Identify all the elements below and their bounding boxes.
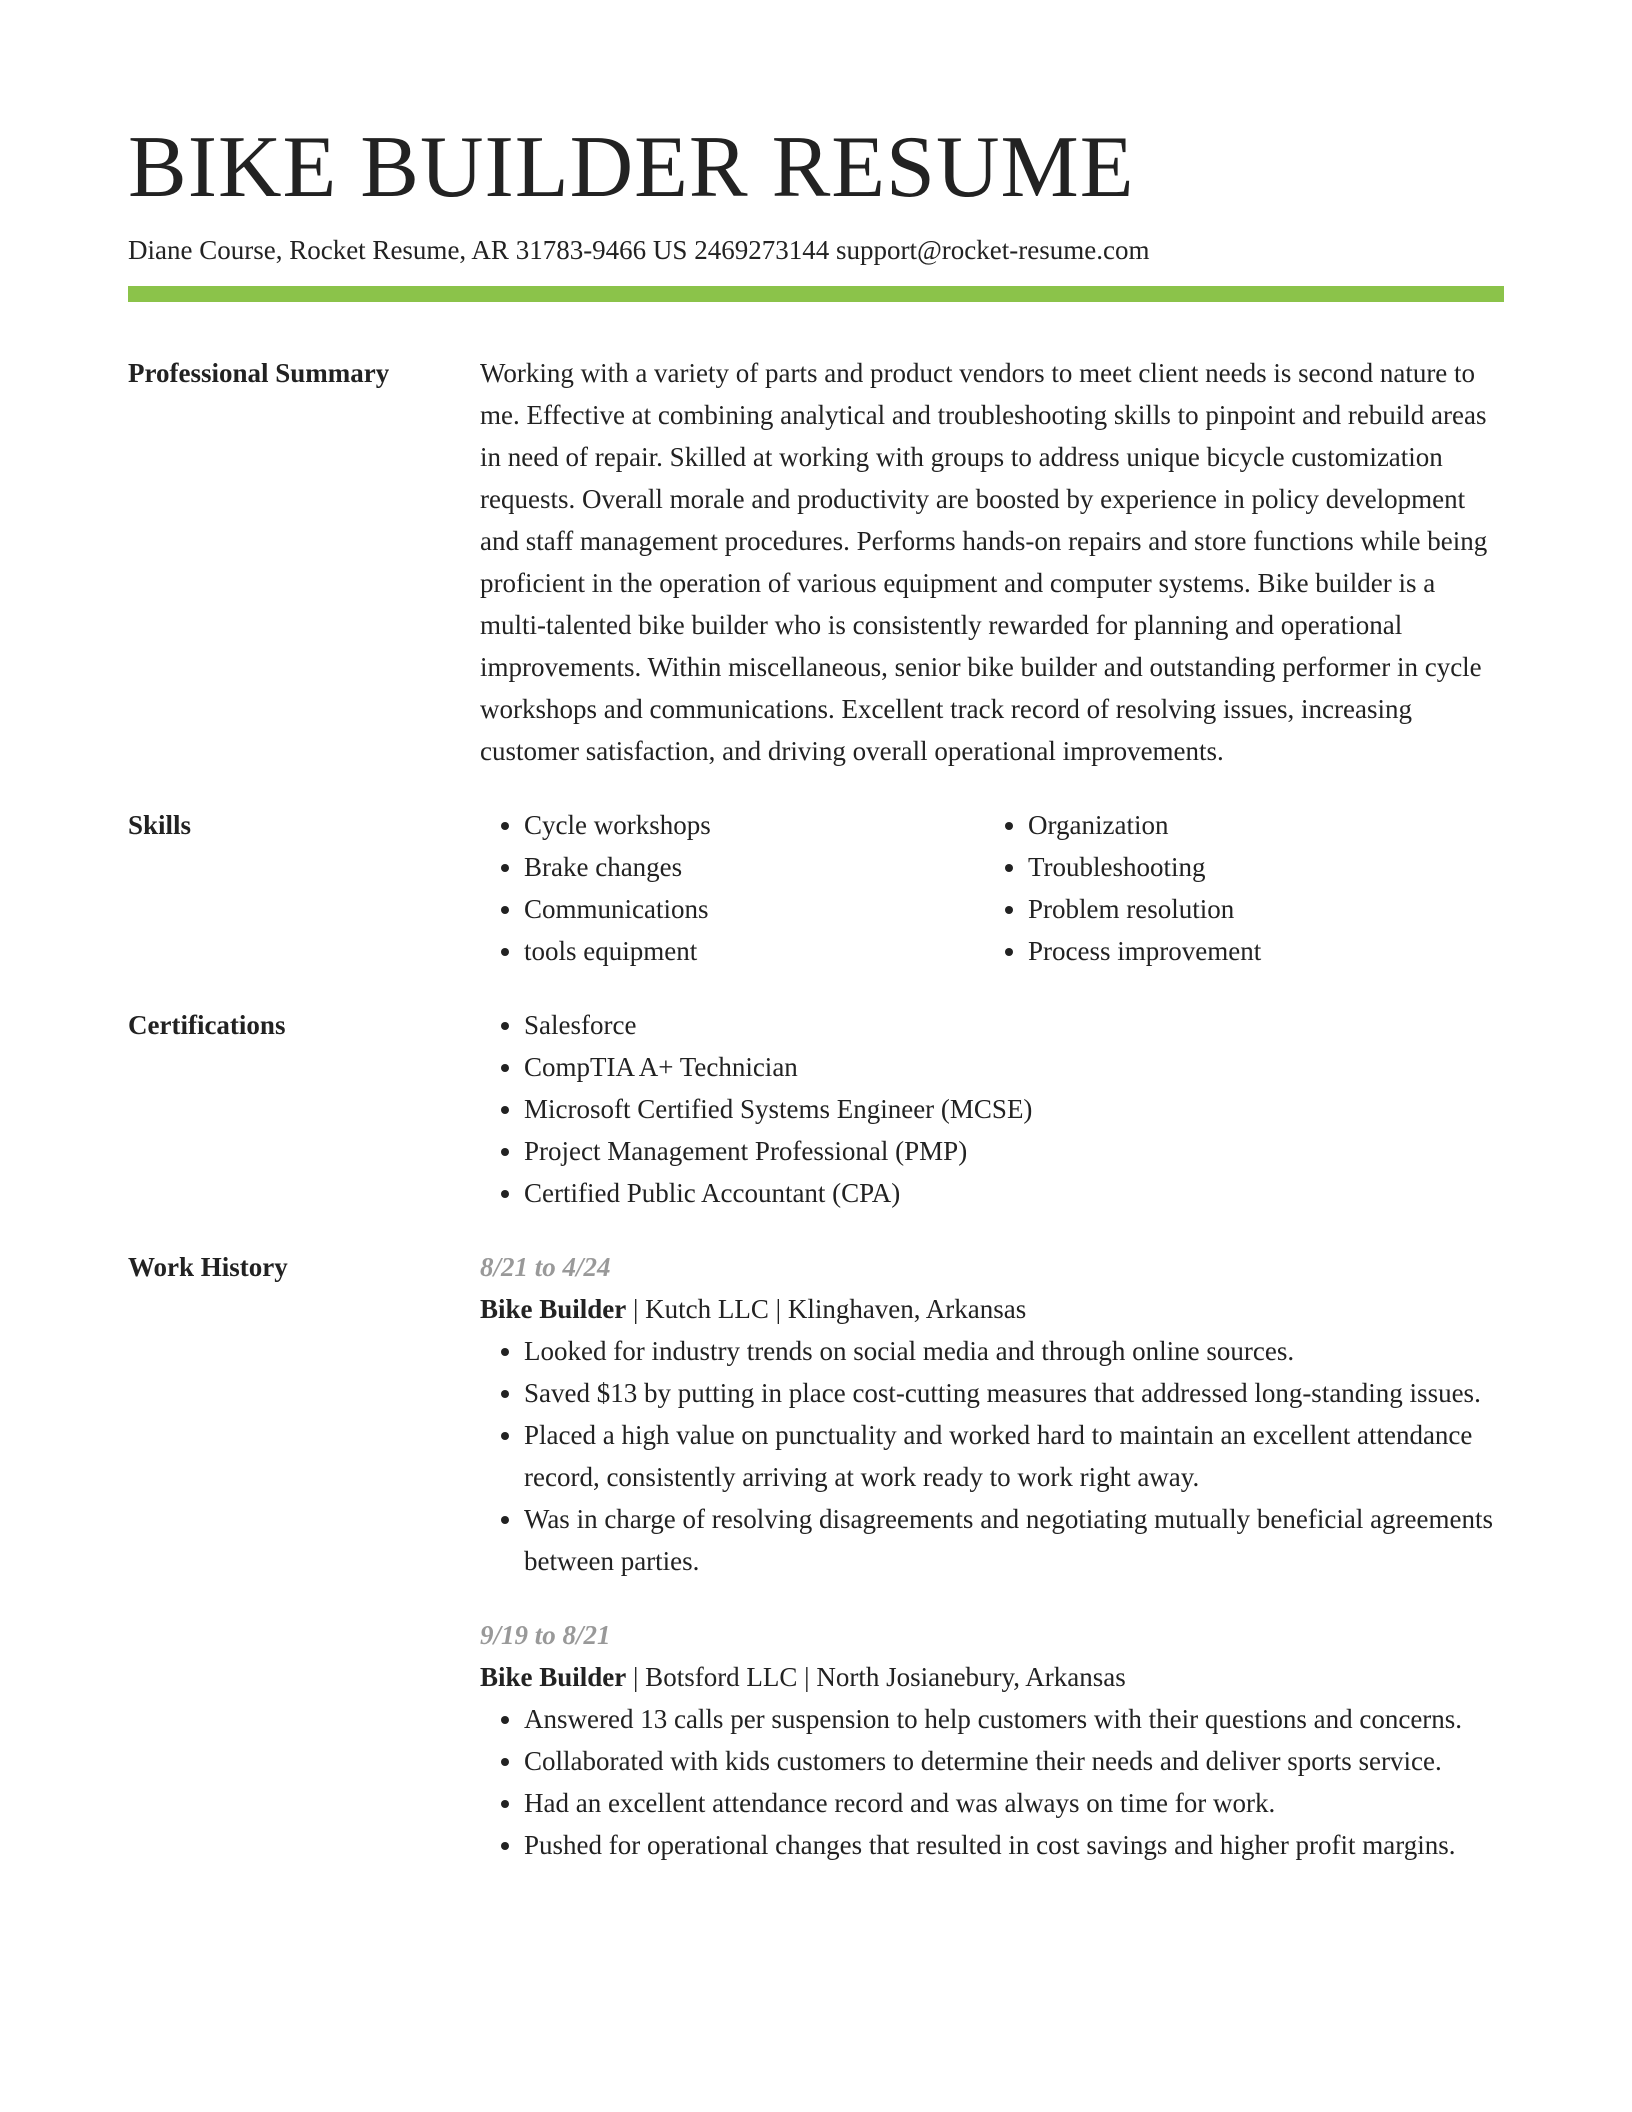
certification-item: • Microsoft Certified Systems Engineer (MCSE)	[524, 1088, 1504, 1130]
summary-heading: Professional Summary	[128, 358, 390, 388]
job-employer-location: | Botsford LLC | North Josianebury, Arkansas	[626, 1662, 1126, 1692]
job-employer-location: | Kutch LLC | Klinghaven, Arkansas	[626, 1294, 1027, 1324]
job-bullet: • Had an excellent attendance record and was always on time for work.	[524, 1782, 1504, 1824]
job-entry	[480, 1614, 1504, 1866]
job-bullet: • Looked for industry trends on social media and through online sources.	[524, 1330, 1504, 1372]
certifications-list	[480, 1004, 1504, 1214]
job-heading	[480, 1288, 1504, 1330]
skill-item: • Cycle workshops	[524, 804, 984, 846]
skills-column-left	[480, 804, 984, 972]
job-title: Bike Builder	[480, 1662, 627, 1692]
summary-text: Working with a variety of parts and product vendors to meet client needs is second nature to me. Effective at combining analytical and troubleshooting skills to pinpoint and rebuild areas in need of repair. Skilled at working with groups to address unique bicycle customization requests. Overall morale and productivity are boosted by experience in policy development and staff management procedures. Performs hands-on repairs and store functions while being proficient in the operation of various equipment and computer systems. Bike builder is a multi-talented bike builder who is consistently rewarded for planning and operational improvements. Within miscellaneous, senior bike builder and outstanding performer in cycle workshops and communications. Excellent track record of resolving issues, increasing customer satisfaction, and driving overall operational improvements.	[480, 358, 1488, 766]
certifications-section	[128, 1004, 1504, 1214]
job-bullet: • Pushed for operational changes that resulted in cost savings and higher profit margins.	[524, 1824, 1504, 1866]
skill-item: • Communications	[524, 888, 984, 930]
job-bullet: • Saved $13 by putting in place cost-cutting measures that addressed long-standing issues.	[524, 1372, 1504, 1414]
resume-title: BIKE BUILDER RESUME	[128, 119, 1135, 216]
skill-item: • Organization	[1028, 804, 1488, 846]
certification-item: • Salesforce	[524, 1004, 1504, 1046]
job-bullets	[480, 1330, 1504, 1582]
job-bullet: • Answered 13 calls per suspension to help customers with their questions and concerns.	[524, 1698, 1504, 1740]
skill-item: • Troubleshooting	[1028, 846, 1488, 888]
certification-item: • CompTIA A+ Technician	[524, 1046, 1504, 1088]
job-bullet: • Collaborated with kids customers to determine their needs and deliver sports service.	[524, 1740, 1504, 1782]
job-title: Bike Builder	[480, 1294, 627, 1324]
skills-heading: Skills	[128, 810, 192, 840]
skills-column-right	[984, 804, 1488, 972]
job-bullet: • Was in charge of resolving disagreements and negotiating mutually beneficial agreements between parties.	[524, 1498, 1504, 1582]
certification-item: • Certified Public Accountant (CPA)	[524, 1172, 1504, 1214]
job-heading	[480, 1656, 1504, 1698]
certification-item: • Project Management Professional (PMP)	[524, 1130, 1504, 1172]
contact-line: Diane Course, Rocket Resume, AR 31783-9466 US 2469273144 support@rocket-resume.com	[128, 235, 1150, 265]
job-entry	[480, 1246, 1504, 1582]
skill-item: • Brake changes	[524, 846, 984, 888]
job-dates: 8/21 to 4/24	[480, 1252, 611, 1282]
skill-item: • Problem resolution	[1028, 888, 1488, 930]
skills-section	[128, 804, 1504, 972]
certifications-heading: Certifications	[128, 1010, 286, 1040]
job-bullet: • Placed a high value on punctuality and worked hard to maintain an excellent attendance record, consistently arriving at work ready to work right away.	[524, 1414, 1504, 1498]
skills-grid	[480, 804, 1504, 972]
accent-divider	[128, 286, 1504, 302]
skill-item: • Process improvement	[1028, 930, 1488, 972]
summary-section	[128, 352, 1504, 772]
job-bullets	[480, 1698, 1504, 1866]
work-history-section	[128, 1246, 1504, 1866]
job-dates: 9/19 to 8/21	[480, 1620, 611, 1650]
skill-item: • tools equipment	[524, 930, 984, 972]
work-history-heading: Work History	[128, 1252, 288, 1282]
